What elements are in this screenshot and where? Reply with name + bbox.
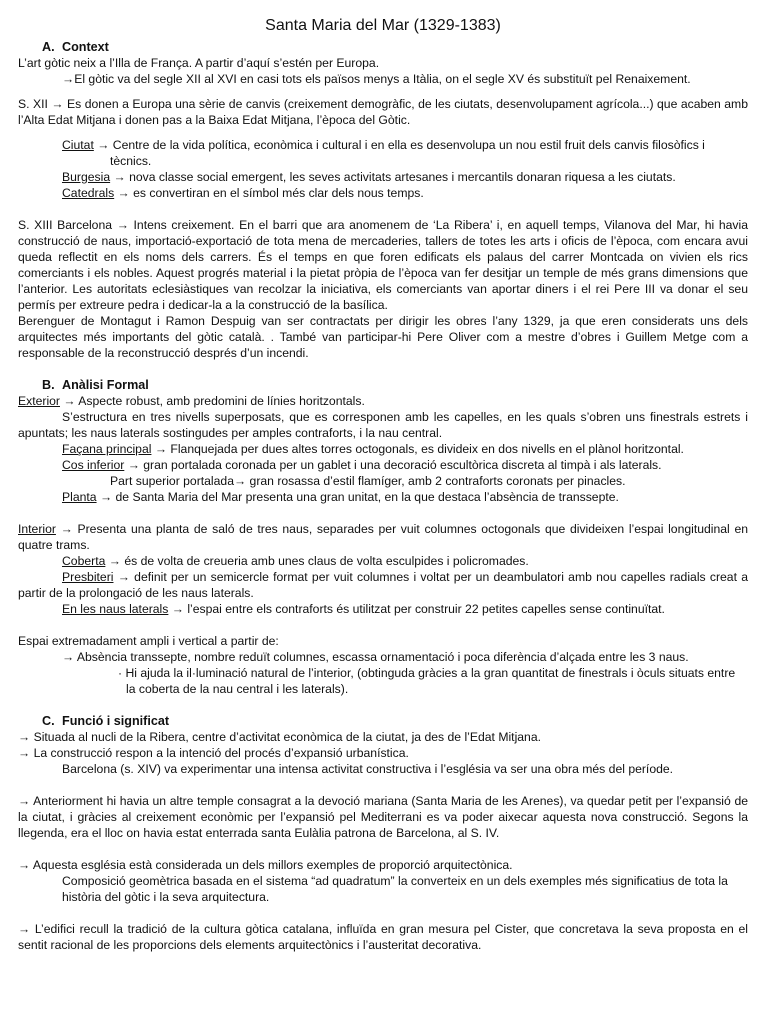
exterior-text: → Aspecte robust, amb predomini de línies horitzontals. (60, 394, 365, 408)
formal-interior (18, 521, 748, 553)
formal-cos-inferior (18, 457, 748, 473)
formal-exterior (18, 393, 748, 409)
context-gothic-period: →El gòtic va del segle XII al XVI en casi tots els països menys a Itàlia, on el segle XV és substituït pel Renaixement. (62, 72, 691, 86)
context-catedrals (18, 185, 748, 201)
section-b-title: Anàlisi Formal (62, 378, 149, 392)
funcio-composicio: Composició geomètrica basada en el sistema “ad quadratum” la converteix en un dels exemples més significatius de tota la història del gòtic i la seva arquitectura. (62, 874, 728, 904)
section-c-heading (18, 713, 748, 729)
formal-presbiteri (18, 569, 748, 601)
catedrals-text: → es convertiran en el símbol més clar dels nous temps. (114, 186, 424, 200)
presbiteri-text: → definit per un semicercle format per vuit columnes i voltat per un deambulatori amb nou capelles radials creat a partir de la prolongació de les naus laterals. (18, 570, 748, 600)
catedrals-term: Catedrals (62, 186, 115, 200)
ciutat-text: → Centre de la vida política, econòmica i cultural i en ella es desenvolupa un nou estil fruit dels canvis filosòfics i tècnics. (93, 138, 705, 168)
naus-laterals-text: → l’espai entre els contraforts és utilitzat per construir 22 petites capelles sense continuïtat. (168, 602, 665, 616)
section-c-letter: C. (42, 714, 55, 728)
context-intro: L’art gòtic neix a l’Illa de França. A partir d’aquí s’estén per Europa. (18, 56, 380, 70)
exterior-term: Exterior (18, 394, 60, 408)
funcio-situada: → Situada al nucli de la Ribera, centre d’activitat econòmica de la ciutat, ja des de l’Edat Mitjana. (18, 730, 541, 744)
formal-estructura: S’estructura en tres nivells superposats, que es corresponen amb les capelles, en les quals s’obren uns finestrals estrets i apuntats; les naus laterals sostingudes per amples contraforts, i la nau central. (18, 410, 748, 440)
document-page (18, 16, 748, 953)
section-a-title: Context (62, 40, 109, 54)
facana-text: → Flanquejada per dues altes torres octogonals, es divideix en dos nivells en el plànol horitzontal. (151, 442, 684, 456)
context-s13-barcelona: S. XIII Barcelona → Intens creixement. En el barri que ara anomenem de ‘La Ribera’ i, en aquell temps, Vilanova del Mar, hi havia construcció de naus, importació-exportació de tota mena de mercaderies, tallers de totes les arts i oficis de l’època, com encara avui queda reflectit en els noms dels carrers. És el temps en que foren edificats els palaus del carrer Montcada on vivien els rics comerciants i els nobles. Aquest progrés material i la pietat pròpia de l’època van fer desitjar un temple de més grans dimensions que l’anterior. Les autoritats eclesiàstiques van recolzar la iniciativa, els comerciants van aportar diners i el rei Pere III va donar el seu permís per extreure pedra i dedicar-la a la construcció de la basílica. (18, 218, 748, 312)
formal-coberta (18, 553, 748, 569)
funcio-barcelona: Barcelona (s. XIV) va experimentar una intensa activitat constructiva i l’església va ser una obra més del període. (62, 762, 674, 776)
context-architects: Berenguer de Montagut i Ramon Despuig van ser contractats per dirigir les obres l’any 1329, ja que eren considerats uns dels arquitectes més importants del gòtic català. . També van participar-hi Pere Oliver com a mestre d’obres i Guillem Metge com a responsable de la reconstrucció després d’un incendi. (18, 314, 748, 360)
section-c-title: Funció i significat (62, 714, 170, 728)
ciutat-term: Ciutat (62, 138, 94, 152)
section-a-heading (18, 39, 748, 55)
formal-espai: Espai extremadament ampli i vertical a partir de: (18, 634, 279, 648)
planta-text: → de Santa Maria del Mar presenta una gran unitat, en la que destaca l’absència de transsepte. (96, 490, 619, 504)
naus-laterals-term: En les naus laterals (62, 602, 169, 616)
formal-absencia: → Absència transsepte, nombre reduït columnes, escassa ornamentació i poca diferència d’alçada entre les 3 naus. (62, 650, 689, 664)
context-s12: S. XII → Es donen a Europa una sèrie de canvis (creixement demogràfic, de les ciutats, desenvolupament agrícola...) que acaben amb l’Alta Edat Mitjana i donen pas a la Baixa Edat Mitjana, l’època del Gòtic. (18, 97, 748, 127)
funcio-proporcio: → Aquesta església està considerada un dels millors exemples de proporció arquitectònica. (18, 858, 513, 872)
funcio-anteriorment: → Anteriorment hi havia un altre temple consagrat a la devoció mariana (Santa Maria de les Arenes), va quedar petit per l’expansió de la ciutat, i gràcies al creixement econòmic per l’expansió pel Mediterrani es va poder aixecar aquesta nova construcció. Segons la llegenda, era el lloc on havia estat enterrada santa Eulàlia patrona de Barcelona, al S. IV. (18, 794, 748, 840)
facana-term: Façana principal (62, 442, 152, 456)
formal-planta (18, 489, 748, 505)
presbiteri-term: Presbiteri (62, 570, 114, 584)
funcio-tradicio: → L’edifici recull la tradició de la cultura gòtica catalana, influïda en gran mesura pel Cister, que concretava la seva proposta en el sentit racional de les proporcions dels elements arquitectònics i l’austeritat decorativa. (18, 922, 748, 952)
section-b-letter: B. (42, 378, 55, 392)
funcio-construccio: → La construcció respon a la intenció del procés d’expansió urbanística. (18, 746, 409, 760)
burgesia-term: Burgesia (62, 170, 111, 184)
interior-text: → Presenta una planta de saló de tres naus, separades per vuit columnes octogonals que divideixen l’espai longitudinal en quatre trams. (18, 522, 748, 552)
interior-term: Interior (18, 522, 56, 536)
context-ciutat (18, 137, 748, 169)
formal-il-luminacio: · Hi ajuda la il·luminació natural de l’interior, (obtinguda gràcies a la gran quantitat de finestrals i òculs situats entre la coberta de la nau central i les laterals). (118, 666, 736, 696)
planta-term: Planta (62, 490, 97, 504)
document-title: Santa Maria del Mar (1329-1383) (265, 17, 501, 34)
coberta-term: Coberta (62, 554, 106, 568)
coberta-text: → és de volta de creueria amb unes claus de volta esculpides i policromades. (105, 554, 529, 568)
cos-inferior-term: Cos inferior (62, 458, 125, 472)
burgesia-text: → nova classe social emergent, les seves activitats artesanes i mercantils donaran riquesa a les ciutats. (110, 170, 676, 184)
formal-facana (18, 441, 748, 457)
formal-naus-laterals (18, 601, 748, 617)
context-burgesia (18, 169, 748, 185)
cos-inferior-text: → gran portalada coronada per un gablet i una decoració escultòrica discreta al timpà i als laterals. (124, 458, 662, 472)
section-a-letter: A. (42, 40, 55, 54)
section-b-heading (18, 377, 748, 393)
formal-part-superior: Part superior portalada→ gran rosassa d’estil flamíger, amb 2 contraforts coronats per pinacles. (110, 474, 626, 488)
